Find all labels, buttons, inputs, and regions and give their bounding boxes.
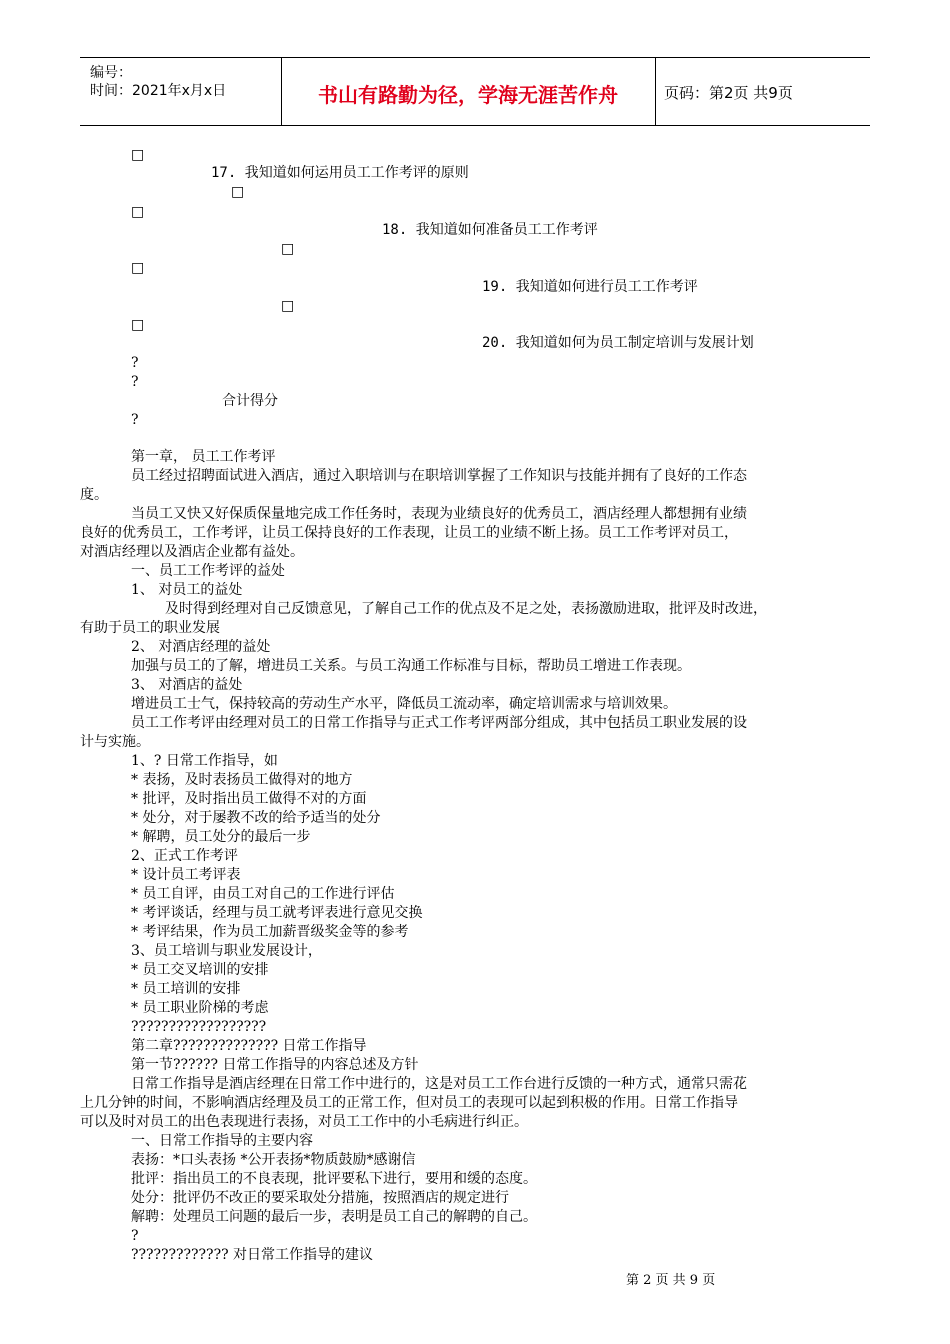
paragraph-line: 员工经过招聘面试进入酒店，通过入职培训与在职培训掌握了工作知识与技能并拥有了良好的工作态: [131, 468, 747, 484]
paragraph-line: 有助于员工的职业发展: [80, 620, 220, 636]
paragraph-line: 加强与员工的了解，增进员工关系。与员工沟通工作标准与目标，帮助员工增进工作表现。: [131, 658, 691, 674]
paragraph-line: 上几分钟的时间，不影响酒店经理及员工的正常工作，但对员工的表现可以起到积极的作用。日常工作指导: [80, 1095, 738, 1111]
paragraph-line: 计与实施。: [80, 734, 150, 750]
chapter-title: 第一章， 员工工作考评: [131, 449, 276, 465]
header-divider: [655, 58, 656, 125]
checkbox: □: [281, 241, 295, 257]
placeholder-mark: ??????????????????: [131, 1019, 267, 1035]
list-item: * 设计员工考评表: [131, 867, 241, 883]
subsection-heading: 3、 对酒店的益处: [131, 677, 243, 693]
section-title: 第一节?????? 日常工作指导的内容总述及方针: [131, 1057, 419, 1073]
paragraph-line: 及时得到经理对自己反馈意见，了解自己工作的优点及不足之处，表扬激励进取，批评及时改进，: [165, 601, 767, 617]
list-item: * 处分，对于屡教不改的给予适当的处分: [131, 810, 381, 826]
page-footer: 第 2 页 共 9 页: [626, 1273, 716, 1288]
total-score-label: 合计得分: [222, 393, 278, 409]
document-number-label: 编号：: [90, 65, 132, 81]
list-item: * 批评，及时指出员工做得不对的方面: [131, 791, 367, 807]
paragraph-line: 处分：批评仍不改正的要采取处分措施，按照酒店的规定进行: [131, 1190, 509, 1206]
checkbox: □: [131, 147, 145, 163]
header-page-number: 页码：第2页 共9页: [664, 84, 793, 102]
subsection-heading: 2、 对酒店经理的益处: [131, 639, 271, 655]
checklist-item-17: 17. 我知道如何运用员工工作考评的原则: [211, 165, 469, 181]
section-heading: 一、员工工作考评的益处: [131, 563, 285, 579]
page-header: [80, 57, 870, 126]
list-item: * 考评谈话，经理与员工就考评表进行意见交换: [131, 905, 423, 921]
checkbox: □: [231, 184, 245, 200]
checkbox: □: [131, 204, 145, 220]
paragraph-line: 当员工又快又好保质保量地完成工作任务时，表现为业绩良好的优秀员工，酒店经理人都想拥有业绩: [131, 506, 747, 522]
header-motto: 书山有路勤为径，学海无涯苦作舟: [318, 83, 618, 107]
checklist-item-19: 19. 我知道如何进行员工工作考评: [482, 279, 698, 295]
list-item: * 员工职业阶梯的考虑: [131, 1000, 269, 1016]
list-item: * 员工培训的安排: [131, 981, 241, 997]
paragraph-line: 员工工作考评由经理对员工的日常工作指导与正式工作考评两部分组成，其中包括员工职业发展的设: [131, 715, 747, 731]
paragraph-line: 批评：指出员工的不良表现，批评要私下进行，要用和缓的态度。: [131, 1171, 537, 1187]
section-heading: ????????????? 对日常工作指导的建议: [131, 1247, 374, 1263]
checkbox: □: [131, 317, 145, 333]
checkbox: □: [131, 260, 145, 276]
list-item: * 解聘，员工处分的最后一步: [131, 829, 311, 845]
list-heading: 1、? 日常工作指导，如: [131, 753, 278, 769]
list-item: * 员工交叉培训的安排: [131, 962, 269, 978]
paragraph-line: 日常工作指导是酒店经理在日常工作中进行的，这是对员工工作台进行反馈的一种方式，通常只需花: [131, 1076, 747, 1092]
paragraph-line: 解聘：处理员工问题的最后一步，表明是员工自己的解聘的自己。: [131, 1209, 537, 1225]
paragraph-line: 良好的优秀员工，工作考评，让员工保持良好的工作表现，让员工的业绩不断上扬。员工工作考评对员工，: [80, 525, 738, 541]
chapter-title: 第二章?????????????? 日常工作指导: [131, 1038, 367, 1054]
paragraph-line: 表扬：*口头表扬 *公开表扬*物质鼓励*感谢信: [131, 1152, 416, 1168]
placeholder-mark: ?: [131, 1228, 139, 1244]
document-date: 时间：2021年x月x日: [90, 83, 227, 99]
list-heading: 3、员工培训与职业发展设计，: [131, 943, 322, 959]
placeholder-mark: ?: [131, 355, 139, 371]
subsection-heading: 1、 对员工的益处: [131, 582, 243, 598]
list-heading: 2、正式工作考评: [131, 848, 238, 864]
checklist-item-18: 18. 我知道如何准备员工工作考评: [382, 222, 598, 238]
paragraph-line: 度。: [80, 487, 108, 503]
paragraph-line: 增进员工士气，保持较高的劳动生产水平，降低员工流动率，确定培训需求与培训效果。: [131, 696, 677, 712]
placeholder-mark: ?: [131, 412, 139, 428]
list-item: * 考评结果，作为员工加薪晋级奖金等的参考: [131, 924, 409, 940]
list-item: * 表扬，及时表扬员工做得对的地方: [131, 772, 353, 788]
list-item: * 员工自评，由员工对自己的工作进行评估: [131, 886, 395, 902]
paragraph-line: 对酒店经理以及酒店企业都有益处。: [80, 544, 304, 560]
section-heading: 一、日常工作指导的主要内容: [131, 1133, 313, 1149]
placeholder-mark: ?: [131, 374, 139, 390]
checkbox: □: [281, 298, 295, 314]
checklist-item-20: 20. 我知道如何为员工制定培训与发展计划: [482, 335, 754, 351]
paragraph-line: 可以及时对员工的出色表现进行表扬，对员工工作中的小毛病进行纠正。: [80, 1114, 528, 1130]
